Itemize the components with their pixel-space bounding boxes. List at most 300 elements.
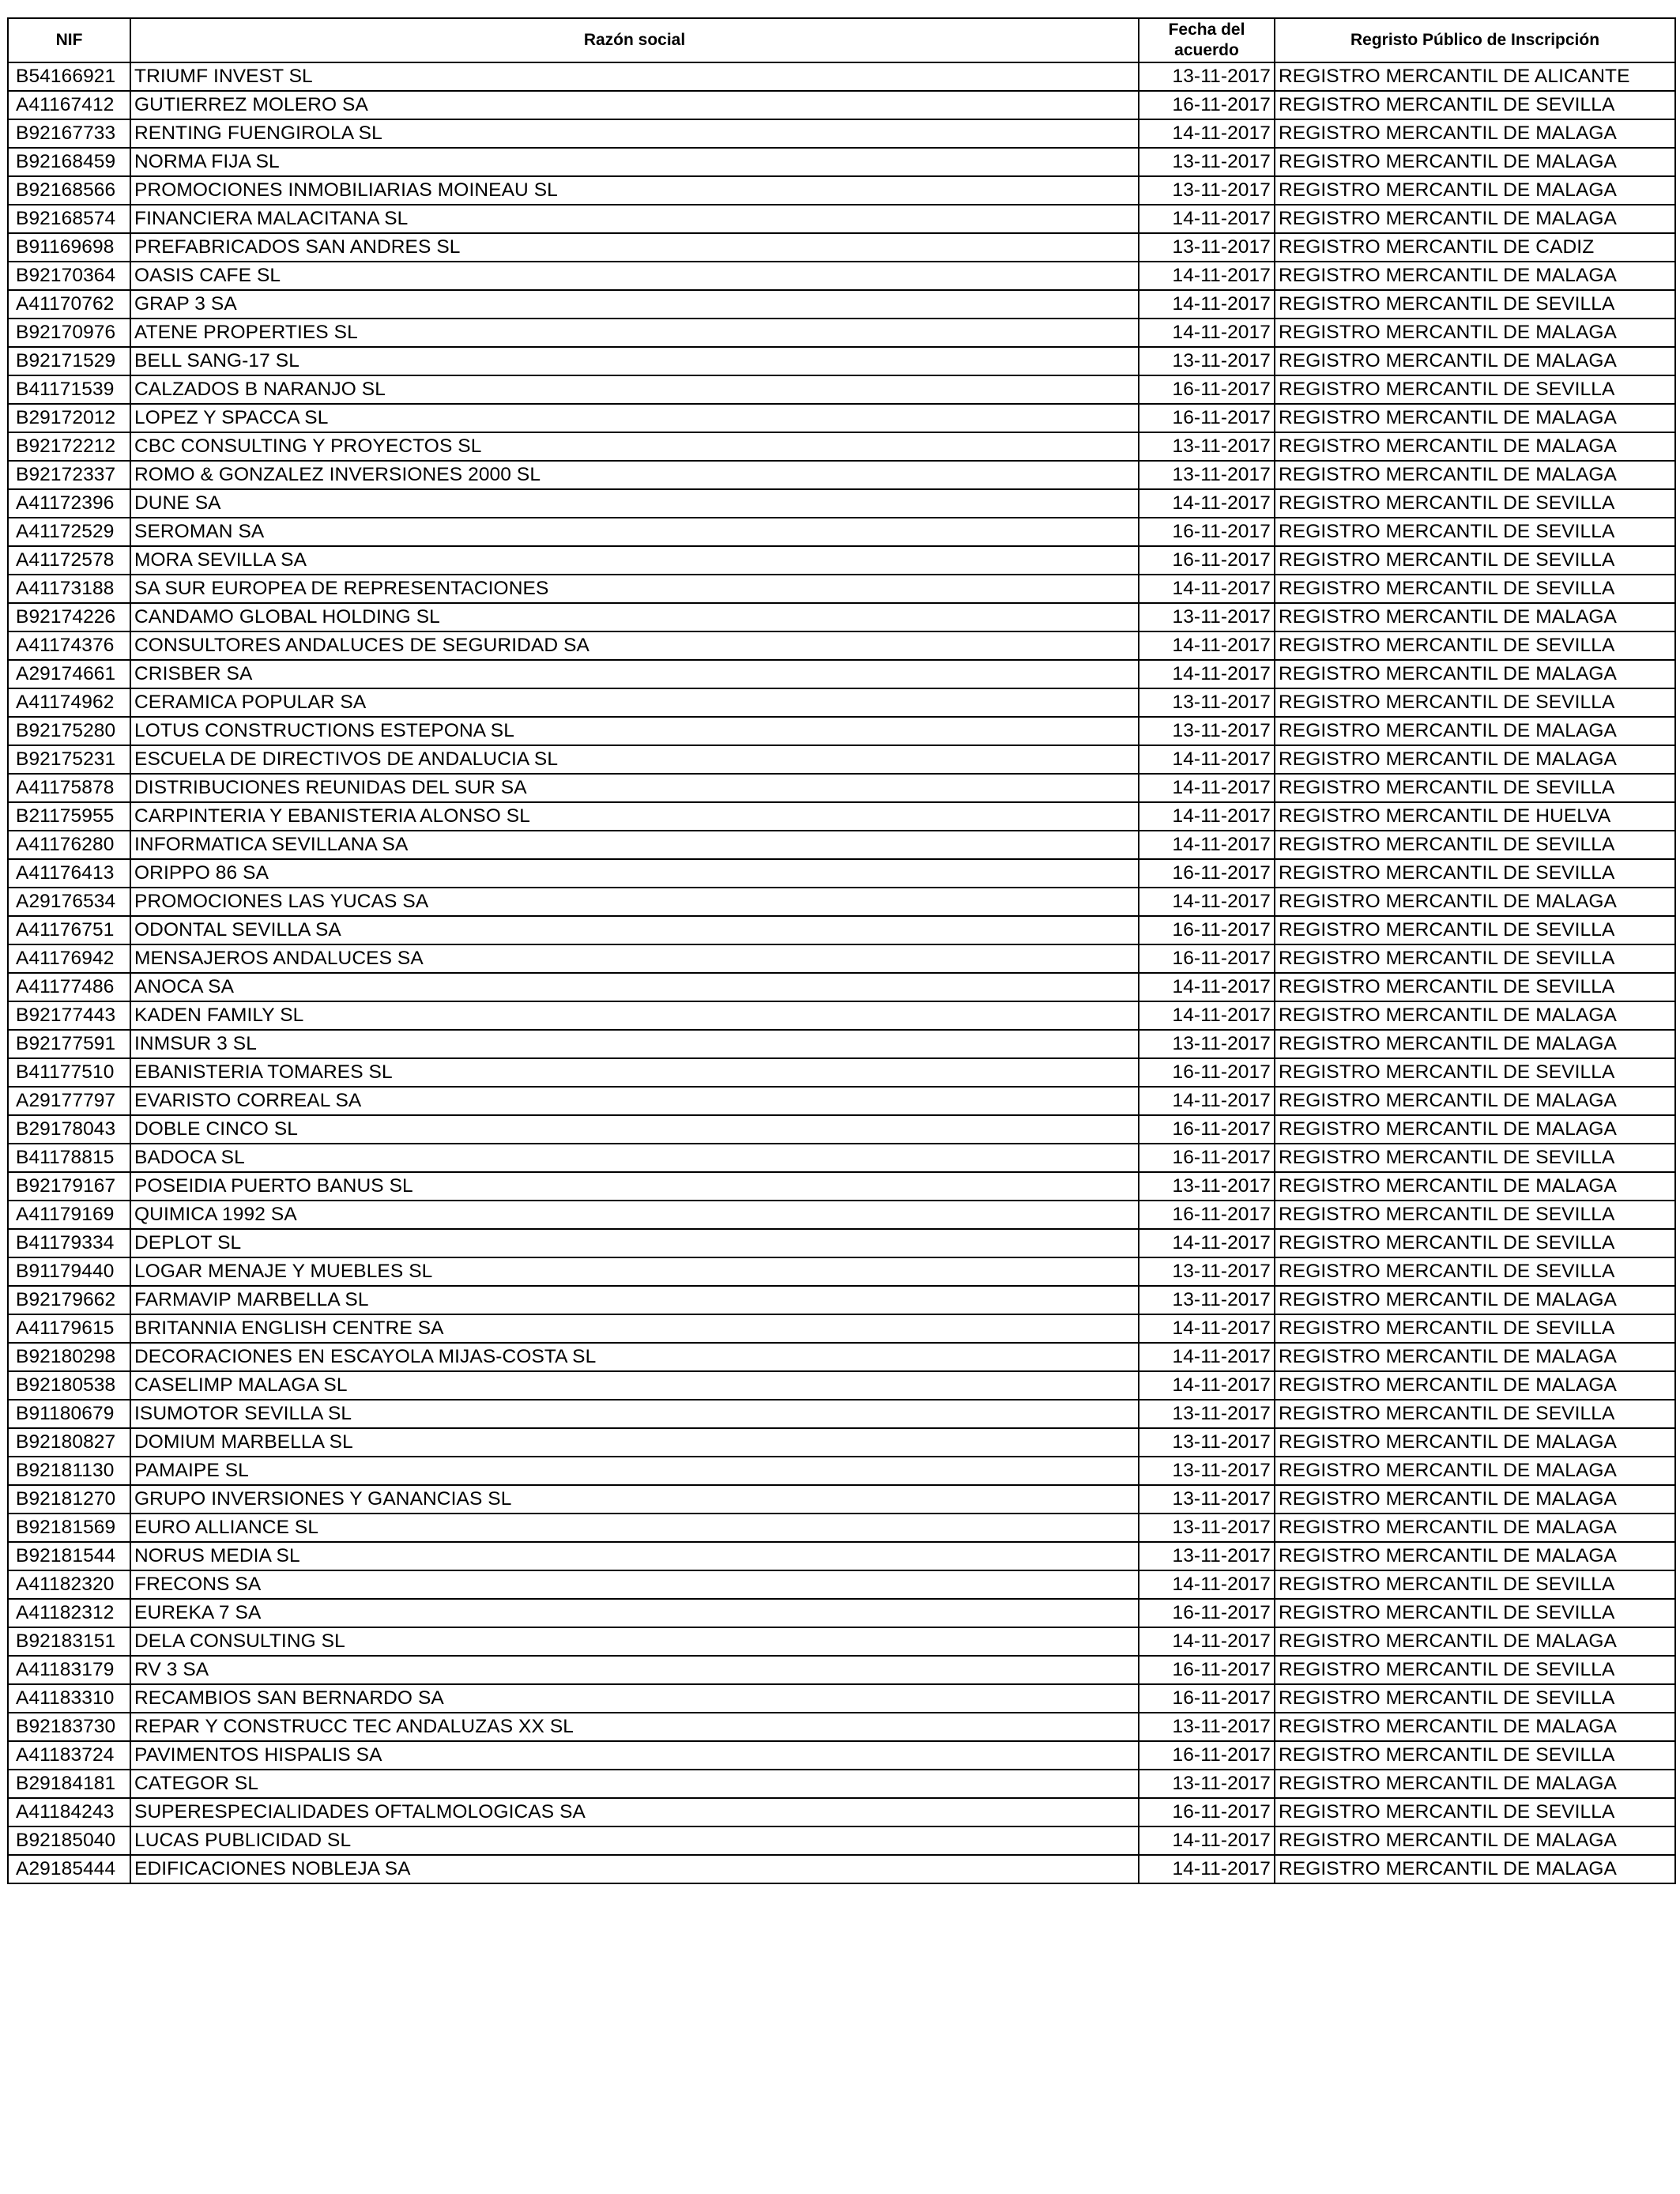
cell-registry: REGISTRO MERCANTIL DE SEVILLA [1275, 518, 1675, 546]
cell-registry: REGISTRO MERCANTIL DE MALAGA [1275, 1770, 1675, 1798]
cell-registry: REGISTRO MERCANTIL DE SEVILLA [1275, 973, 1675, 1001]
table-row [8, 1741, 1675, 1770]
cell-agreement-date: 13-11-2017 [1139, 1770, 1275, 1798]
table-row [8, 1257, 1675, 1286]
cell-registry: REGISTRO MERCANTIL DE MALAGA [1275, 1457, 1675, 1485]
cell-registry: REGISTRO MERCANTIL DE SEVILLA [1275, 1201, 1675, 1229]
cell-registry: REGISTRO MERCANTIL DE SEVILLA [1275, 1314, 1675, 1343]
table-row [8, 717, 1675, 745]
cell-nif: B54166921 [8, 62, 130, 91]
cell-company-name: ORIPPO 86 SA [130, 859, 1139, 888]
cell-company-name: ROMO & GONZALEZ INVERSIONES 2000 SL [130, 461, 1139, 489]
cell-agreement-date: 13-11-2017 [1139, 1457, 1275, 1485]
cell-nif: B92181544 [8, 1542, 130, 1570]
cell-company-name: CRISBER SA [130, 660, 1139, 688]
cell-company-name: REPAR Y CONSTRUCC TEC ANDALUZAS XX SL [130, 1713, 1139, 1741]
cell-company-name: DOMIUM MARBELLA SL [130, 1428, 1139, 1457]
cell-registry: REGISTRO MERCANTIL DE MALAGA [1275, 660, 1675, 688]
cell-registry: REGISTRO MERCANTIL DE SEVILLA [1275, 1400, 1675, 1428]
cell-agreement-date: 16-11-2017 [1139, 1144, 1275, 1172]
cell-company-name: NORMA FIJA SL [130, 148, 1139, 176]
cell-nif: A29176534 [8, 888, 130, 916]
cell-registry: REGISTRO MERCANTIL DE MALAGA [1275, 603, 1675, 631]
cell-registry: REGISTRO MERCANTIL DE MALAGA [1275, 745, 1675, 774]
table-row [8, 688, 1675, 717]
cell-company-name: ATENE PROPERTIES SL [130, 319, 1139, 347]
cell-company-name: PROMOCIONES LAS YUCAS SA [130, 888, 1139, 916]
cell-company-name: CBC CONSULTING Y PROYECTOS SL [130, 432, 1139, 461]
cell-agreement-date: 13-11-2017 [1139, 1542, 1275, 1570]
table-row [8, 1457, 1675, 1485]
cell-agreement-date: 16-11-2017 [1139, 404, 1275, 432]
cell-nif: A41176942 [8, 944, 130, 973]
cell-registry: REGISTRO MERCANTIL DE MALAGA [1275, 347, 1675, 375]
cell-agreement-date: 13-11-2017 [1139, 717, 1275, 745]
cell-agreement-date: 13-11-2017 [1139, 347, 1275, 375]
cell-registry: REGISTRO MERCANTIL DE MALAGA [1275, 1001, 1675, 1030]
table-row [8, 745, 1675, 774]
cell-agreement-date: 14-11-2017 [1139, 1855, 1275, 1883]
cell-registry: REGISTRO MERCANTIL DE SEVILLA [1275, 688, 1675, 717]
cell-nif: A41179615 [8, 1314, 130, 1343]
cell-company-name: TRIUMF INVEST SL [130, 62, 1139, 91]
table-row [8, 1115, 1675, 1144]
table-row [8, 1599, 1675, 1627]
cell-agreement-date: 14-11-2017 [1139, 745, 1275, 774]
cell-nif: B92168459 [8, 148, 130, 176]
cell-agreement-date: 16-11-2017 [1139, 91, 1275, 119]
cell-agreement-date: 14-11-2017 [1139, 1627, 1275, 1656]
table-row [8, 432, 1675, 461]
cell-nif: A29177797 [8, 1087, 130, 1115]
cell-nif: A41173188 [8, 575, 130, 603]
cell-nif: A41175878 [8, 774, 130, 802]
table-row [8, 62, 1675, 91]
table-row [8, 1770, 1675, 1798]
cell-nif: A41172529 [8, 518, 130, 546]
cell-company-name: GRUPO INVERSIONES Y GANANCIAS SL [130, 1485, 1139, 1514]
cell-nif: A41184243 [8, 1798, 130, 1826]
cell-agreement-date: 14-11-2017 [1139, 489, 1275, 518]
cell-nif: B92168574 [8, 205, 130, 233]
cell-registry: REGISTRO MERCANTIL DE MALAGA [1275, 319, 1675, 347]
header-registry: Regristo Público de Inscripción [1275, 18, 1675, 62]
cell-company-name: EDIFICACIONES NOBLEJA SA [130, 1855, 1139, 1883]
table-row [8, 1684, 1675, 1713]
cell-agreement-date: 13-11-2017 [1139, 1713, 1275, 1741]
cell-company-name: GRAP 3 SA [130, 290, 1139, 319]
table-row [8, 404, 1675, 432]
table-row [8, 1286, 1675, 1314]
cell-nif: B91179440 [8, 1257, 130, 1286]
cell-registry: REGISTRO MERCANTIL DE MALAGA [1275, 432, 1675, 461]
cell-company-name: CARPINTERIA Y EBANISTERIA ALONSO SL [130, 802, 1139, 831]
cell-agreement-date: 13-11-2017 [1139, 688, 1275, 717]
table-row [8, 1514, 1675, 1542]
cell-agreement-date: 16-11-2017 [1139, 859, 1275, 888]
cell-nif: B92185040 [8, 1826, 130, 1855]
cell-company-name: DOBLE CINCO SL [130, 1115, 1139, 1144]
cell-registry: REGISTRO MERCANTIL DE MALAGA [1275, 1713, 1675, 1741]
cell-registry: REGISTRO MERCANTIL DE MALAGA [1275, 1115, 1675, 1144]
cell-registry: REGISTRO MERCANTIL DE MALAGA [1275, 1485, 1675, 1514]
cell-registry: REGISTRO MERCANTIL DE ALICANTE [1275, 62, 1675, 91]
cell-registry: REGISTRO MERCANTIL DE MALAGA [1275, 461, 1675, 489]
cell-agreement-date: 14-11-2017 [1139, 802, 1275, 831]
cell-registry: REGISTRO MERCANTIL DE SEVILLA [1275, 1684, 1675, 1713]
cell-agreement-date: 13-11-2017 [1139, 603, 1275, 631]
cell-registry: REGISTRO MERCANTIL DE SEVILLA [1275, 916, 1675, 944]
cell-agreement-date: 14-11-2017 [1139, 205, 1275, 233]
cell-nif: B92180538 [8, 1371, 130, 1400]
table-row [8, 916, 1675, 944]
cell-registry: REGISTRO MERCANTIL DE SEVILLA [1275, 831, 1675, 859]
cell-agreement-date: 14-11-2017 [1139, 888, 1275, 916]
cell-nif: B92181270 [8, 1485, 130, 1514]
cell-registry: REGISTRO MERCANTIL DE MALAGA [1275, 176, 1675, 205]
cell-nif: A41183724 [8, 1741, 130, 1770]
cell-agreement-date: 16-11-2017 [1139, 944, 1275, 973]
table-row [8, 91, 1675, 119]
cell-company-name: SA SUR EUROPEA DE REPRESENTACIONES [130, 575, 1139, 603]
cell-registry: REGISTRO MERCANTIL DE MALAGA [1275, 1087, 1675, 1115]
cell-company-name: CANDAMO GLOBAL HOLDING SL [130, 603, 1139, 631]
cell-agreement-date: 14-11-2017 [1139, 973, 1275, 1001]
cell-agreement-date: 14-11-2017 [1139, 119, 1275, 148]
table-row [8, 1371, 1675, 1400]
cell-nif: A41167412 [8, 91, 130, 119]
cell-agreement-date: 16-11-2017 [1139, 546, 1275, 575]
cell-company-name: NORUS MEDIA SL [130, 1542, 1139, 1570]
cell-registry: REGISTRO MERCANTIL DE MALAGA [1275, 404, 1675, 432]
cell-registry: REGISTRO MERCANTIL DE SEVILLA [1275, 1570, 1675, 1599]
cell-agreement-date: 14-11-2017 [1139, 319, 1275, 347]
cell-registry: REGISTRO MERCANTIL DE SEVILLA [1275, 859, 1675, 888]
cell-registry: REGISTRO MERCANTIL DE SEVILLA [1275, 1058, 1675, 1087]
cell-company-name: LOGAR MENAJE Y MUEBLES SL [130, 1257, 1139, 1286]
cell-nif: B29172012 [8, 404, 130, 432]
cell-registry: REGISTRO MERCANTIL DE SEVILLA [1275, 1656, 1675, 1684]
table-row [8, 205, 1675, 233]
table-row [8, 148, 1675, 176]
cell-agreement-date: 16-11-2017 [1139, 1741, 1275, 1770]
cell-nif: A41182312 [8, 1599, 130, 1627]
table-row [8, 944, 1675, 973]
cell-nif: B92175231 [8, 745, 130, 774]
cell-nif: A41179169 [8, 1201, 130, 1229]
cell-agreement-date: 14-11-2017 [1139, 1826, 1275, 1855]
cell-company-name: RENTING FUENGIROLA SL [130, 119, 1139, 148]
table-row [8, 290, 1675, 319]
cell-registry: REGISTRO MERCANTIL DE SEVILLA [1275, 575, 1675, 603]
cell-agreement-date: 14-11-2017 [1139, 631, 1275, 660]
cell-company-name: FINANCIERA MALACITANA SL [130, 205, 1139, 233]
cell-agreement-date: 13-11-2017 [1139, 1172, 1275, 1201]
cell-registry: REGISTRO MERCANTIL DE MALAGA [1275, 119, 1675, 148]
table-row [8, 347, 1675, 375]
cell-company-name: BELL SANG-17 SL [130, 347, 1139, 375]
cell-nif: B41177510 [8, 1058, 130, 1087]
cell-nif: B92181130 [8, 1457, 130, 1485]
cell-company-name: RECAMBIOS SAN BERNARDO SA [130, 1684, 1139, 1713]
cell-nif: A29174661 [8, 660, 130, 688]
table-row [8, 603, 1675, 631]
cell-company-name: PREFABRICADOS SAN ANDRES SL [130, 233, 1139, 262]
cell-registry: REGISTRO MERCANTIL DE SEVILLA [1275, 944, 1675, 973]
table-row [8, 1656, 1675, 1684]
table-row [8, 1201, 1675, 1229]
cell-nif: B92180827 [8, 1428, 130, 1457]
table-row [8, 1229, 1675, 1257]
cell-registry: REGISTRO MERCANTIL DE SEVILLA [1275, 91, 1675, 119]
cell-company-name: FARMAVIP MARBELLA SL [130, 1286, 1139, 1314]
cell-nif: B41179334 [8, 1229, 130, 1257]
table-row [8, 888, 1675, 916]
cell-company-name: DUNE SA [130, 489, 1139, 518]
cell-registry: REGISTRO MERCANTIL DE SEVILLA [1275, 1257, 1675, 1286]
cell-company-name: BRITANNIA ENGLISH CENTRE SA [130, 1314, 1139, 1343]
table-row [8, 1400, 1675, 1428]
cell-nif: B92177591 [8, 1030, 130, 1058]
cell-company-name: PROMOCIONES INMOBILIARIAS MOINEAU SL [130, 176, 1139, 205]
table-row [8, 119, 1675, 148]
cell-registry: REGISTRO MERCANTIL DE MALAGA [1275, 888, 1675, 916]
cell-company-name: INMSUR 3 SL [130, 1030, 1139, 1058]
cell-company-name: BADOCA SL [130, 1144, 1139, 1172]
cell-nif: A41177486 [8, 973, 130, 1001]
cell-company-name: RV 3 SA [130, 1656, 1139, 1684]
cell-agreement-date: 14-11-2017 [1139, 1229, 1275, 1257]
cell-company-name: CALZADOS B NARANJO SL [130, 375, 1139, 404]
cell-nif: A41172578 [8, 546, 130, 575]
cell-nif: B92179662 [8, 1286, 130, 1314]
cell-agreement-date: 13-11-2017 [1139, 176, 1275, 205]
cell-nif: B91169698 [8, 233, 130, 262]
cell-company-name: DEPLOT SL [130, 1229, 1139, 1257]
cell-agreement-date: 13-11-2017 [1139, 1286, 1275, 1314]
cell-agreement-date: 14-11-2017 [1139, 1314, 1275, 1343]
table-body [8, 62, 1675, 1883]
cell-registry: REGISTRO MERCANTIL DE SEVILLA [1275, 489, 1675, 518]
cell-nif: A41183179 [8, 1656, 130, 1684]
cell-company-name: DISTRIBUCIONES REUNIDAS DEL SUR SA [130, 774, 1139, 802]
cell-company-name: ISUMOTOR SEVILLA SL [130, 1400, 1139, 1428]
cell-company-name: DELA CONSULTING SL [130, 1627, 1139, 1656]
cell-company-name: OASIS CAFE SL [130, 262, 1139, 290]
cell-registry: REGISTRO MERCANTIL DE MALAGA [1275, 1855, 1675, 1883]
header-agreement-date: Fecha del acuerdo [1139, 18, 1275, 62]
table-row [8, 1826, 1675, 1855]
table-row [8, 774, 1675, 802]
cell-agreement-date: 13-11-2017 [1139, 148, 1275, 176]
table-row [8, 375, 1675, 404]
table-row [8, 1627, 1675, 1656]
cell-registry: REGISTRO MERCANTIL DE SEVILLA [1275, 1599, 1675, 1627]
cell-registry: REGISTRO MERCANTIL DE MALAGA [1275, 1030, 1675, 1058]
cell-agreement-date: 13-11-2017 [1139, 233, 1275, 262]
cell-agreement-date: 14-11-2017 [1139, 774, 1275, 802]
cell-registry: REGISTRO MERCANTIL DE MALAGA [1275, 1514, 1675, 1542]
cell-company-name: SUPERESPECIALIDADES OFTALMOLOGICAS SA [130, 1798, 1139, 1826]
cell-registry: REGISTRO MERCANTIL DE MALAGA [1275, 1542, 1675, 1570]
cell-company-name: EUREKA 7 SA [130, 1599, 1139, 1627]
cell-agreement-date: 16-11-2017 [1139, 518, 1275, 546]
cell-registry: REGISTRO MERCANTIL DE SEVILLA [1275, 631, 1675, 660]
cell-registry: REGISTRO MERCANTIL DE SEVILLA [1275, 290, 1675, 319]
table-row [8, 802, 1675, 831]
table-row [8, 1542, 1675, 1570]
cell-nif: B92172337 [8, 461, 130, 489]
company-registry-table [7, 17, 1676, 1884]
cell-nif: B92167733 [8, 119, 130, 148]
cell-company-name: LUCAS PUBLICIDAD SL [130, 1826, 1139, 1855]
cell-agreement-date: 16-11-2017 [1139, 1599, 1275, 1627]
table-row [8, 1855, 1675, 1883]
cell-nif: B92175280 [8, 717, 130, 745]
cell-company-name: POSEIDIA PUERTO BANUS SL [130, 1172, 1139, 1201]
cell-nif: B92180298 [8, 1343, 130, 1371]
header-company-name: Razón social [130, 18, 1139, 62]
cell-agreement-date: 13-11-2017 [1139, 1400, 1275, 1428]
cell-nif: A41174376 [8, 631, 130, 660]
table-row [8, 1030, 1675, 1058]
cell-registry: REGISTRO MERCANTIL DE SEVILLA [1275, 375, 1675, 404]
table-row [8, 859, 1675, 888]
cell-registry: REGISTRO MERCANTIL DE MALAGA [1275, 148, 1675, 176]
cell-company-name: PAVIMENTOS HISPALIS SA [130, 1741, 1139, 1770]
header-row [8, 18, 1675, 62]
table-row [8, 1001, 1675, 1030]
cell-company-name: EURO ALLIANCE SL [130, 1514, 1139, 1542]
cell-company-name: QUIMICA 1992 SA [130, 1201, 1139, 1229]
cell-nif: B92168566 [8, 176, 130, 205]
cell-company-name: GUTIERREZ MOLERO SA [130, 91, 1139, 119]
table-row [8, 262, 1675, 290]
cell-registry: REGISTRO MERCANTIL DE SEVILLA [1275, 1144, 1675, 1172]
cell-registry: REGISTRO MERCANTIL DE SEVILLA [1275, 1741, 1675, 1770]
cell-agreement-date: 16-11-2017 [1139, 1798, 1275, 1826]
cell-nif: A41182320 [8, 1570, 130, 1599]
cell-agreement-date: 14-11-2017 [1139, 660, 1275, 688]
table-row [8, 1713, 1675, 1741]
cell-nif: B92170976 [8, 319, 130, 347]
cell-company-name: LOTUS CONSTRUCTIONS ESTEPONA SL [130, 717, 1139, 745]
cell-registry: REGISTRO MERCANTIL DE MALAGA [1275, 1428, 1675, 1457]
cell-nif: B92170364 [8, 262, 130, 290]
cell-nif: B92183730 [8, 1713, 130, 1741]
cell-company-name: CONSULTORES ANDALUCES DE SEGURIDAD SA [130, 631, 1139, 660]
cell-agreement-date: 13-11-2017 [1139, 461, 1275, 489]
table-row [8, 489, 1675, 518]
table-row [8, 546, 1675, 575]
cell-nif: A41176413 [8, 859, 130, 888]
table-row [8, 233, 1675, 262]
cell-company-name: DECORACIONES EN ESCAYOLA MIJAS-COSTA SL [130, 1343, 1139, 1371]
cell-nif: B92171529 [8, 347, 130, 375]
cell-agreement-date: 13-11-2017 [1139, 62, 1275, 91]
cell-registry: REGISTRO MERCANTIL DE MALAGA [1275, 1286, 1675, 1314]
cell-nif: A41174962 [8, 688, 130, 717]
cell-agreement-date: 13-11-2017 [1139, 1257, 1275, 1286]
table-row [8, 973, 1675, 1001]
table-row [8, 518, 1675, 546]
cell-company-name: LOPEZ Y SPACCA SL [130, 404, 1139, 432]
cell-registry: REGISTRO MERCANTIL DE SEVILLA [1275, 774, 1675, 802]
cell-company-name: FRECONS SA [130, 1570, 1139, 1599]
cell-agreement-date: 14-11-2017 [1139, 262, 1275, 290]
table-row [8, 1172, 1675, 1201]
cell-company-name: CERAMICA POPULAR SA [130, 688, 1139, 717]
cell-company-name: ESCUELA DE DIRECTIVOS DE ANDALUCIA SL [130, 745, 1139, 774]
cell-agreement-date: 14-11-2017 [1139, 575, 1275, 603]
table-row [8, 575, 1675, 603]
cell-nif: A41172396 [8, 489, 130, 518]
cell-company-name: EBANISTERIA TOMARES SL [130, 1058, 1139, 1087]
cell-agreement-date: 16-11-2017 [1139, 375, 1275, 404]
table-row [8, 1485, 1675, 1514]
cell-agreement-date: 14-11-2017 [1139, 1087, 1275, 1115]
cell-registry: REGISTRO MERCANTIL DE SEVILLA [1275, 1229, 1675, 1257]
cell-nif: B92181569 [8, 1514, 130, 1542]
cell-nif: A41170762 [8, 290, 130, 319]
cell-registry: REGISTRO MERCANTIL DE MALAGA [1275, 717, 1675, 745]
cell-company-name: SEROMAN SA [130, 518, 1139, 546]
document-page [7, 17, 1676, 1884]
cell-nif: B29184181 [8, 1770, 130, 1798]
cell-agreement-date: 14-11-2017 [1139, 1001, 1275, 1030]
cell-registry: REGISTRO MERCANTIL DE SEVILLA [1275, 1798, 1675, 1826]
table-row [8, 1144, 1675, 1172]
cell-nif: A41176280 [8, 831, 130, 859]
cell-nif: B41171539 [8, 375, 130, 404]
cell-nif: B29178043 [8, 1115, 130, 1144]
cell-registry: REGISTRO MERCANTIL DE SEVILLA [1275, 546, 1675, 575]
cell-agreement-date: 13-11-2017 [1139, 1030, 1275, 1058]
cell-agreement-date: 13-11-2017 [1139, 432, 1275, 461]
cell-agreement-date: 16-11-2017 [1139, 1115, 1275, 1144]
table-row [8, 1428, 1675, 1457]
cell-company-name: PAMAIPE SL [130, 1457, 1139, 1485]
cell-company-name: MORA SEVILLA SA [130, 546, 1139, 575]
cell-agreement-date: 16-11-2017 [1139, 1201, 1275, 1229]
table-row [8, 1570, 1675, 1599]
cell-registry: REGISTRO MERCANTIL DE MALAGA [1275, 1627, 1675, 1656]
cell-registry: REGISTRO MERCANTIL DE MALAGA [1275, 1343, 1675, 1371]
cell-company-name: EVARISTO CORREAL SA [130, 1087, 1139, 1115]
table-row [8, 1343, 1675, 1371]
cell-nif: B92172212 [8, 432, 130, 461]
table-row [8, 660, 1675, 688]
cell-registry: REGISTRO MERCANTIL DE CADIZ [1275, 233, 1675, 262]
cell-agreement-date: 14-11-2017 [1139, 831, 1275, 859]
cell-registry: REGISTRO MERCANTIL DE HUELVA [1275, 802, 1675, 831]
cell-nif: B92177443 [8, 1001, 130, 1030]
cell-company-name: CASELIMP MALAGA SL [130, 1371, 1139, 1400]
cell-company-name: INFORMATICA SEVILLANA SA [130, 831, 1139, 859]
table-row [8, 1314, 1675, 1343]
table-row [8, 1798, 1675, 1826]
cell-agreement-date: 13-11-2017 [1139, 1485, 1275, 1514]
cell-registry: REGISTRO MERCANTIL DE MALAGA [1275, 205, 1675, 233]
cell-registry: REGISTRO MERCANTIL DE MALAGA [1275, 1371, 1675, 1400]
cell-nif: A29185444 [8, 1855, 130, 1883]
table-row [8, 319, 1675, 347]
cell-nif: B21175955 [8, 802, 130, 831]
cell-company-name: ODONTAL SEVILLA SA [130, 916, 1139, 944]
cell-agreement-date: 16-11-2017 [1139, 1684, 1275, 1713]
cell-agreement-date: 16-11-2017 [1139, 1656, 1275, 1684]
table-row [8, 831, 1675, 859]
